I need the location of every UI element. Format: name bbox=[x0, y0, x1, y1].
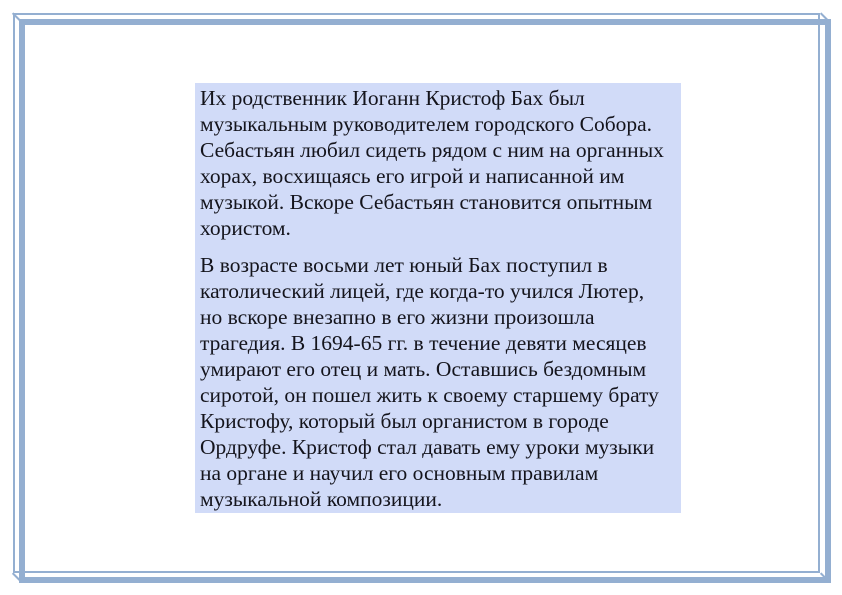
text-line: музыкой. Вскоре Себастьян становится опытным bbox=[200, 190, 653, 214]
text-line: музыкальной композиции. bbox=[200, 487, 443, 511]
text-line: на органе и научил его основным правилам bbox=[200, 461, 599, 485]
text-line: Их родственник Иоганн Кристоф Бах был bbox=[200, 86, 585, 110]
text-line: Себастьян любил сидеть рядом с ним на органных bbox=[200, 138, 664, 162]
text-line: трагедия. В 1694-65 гг. в течение девяти месяцев bbox=[200, 331, 647, 355]
text-line: В возрасте восьми лет юный Бах поступил в bbox=[200, 253, 608, 277]
text-line: но вскоре внезапно в его жизни произошла bbox=[200, 305, 595, 329]
text-line: католический лицей, где когда-то учился Лютер, bbox=[200, 279, 645, 303]
text-line: Кристофу, который был органистом в городе bbox=[200, 409, 609, 433]
text-line: хористом. bbox=[200, 216, 291, 240]
paragraph-1 bbox=[200, 85, 676, 241]
text-line: умирают его отец и мать. Оставшись бездомным bbox=[200, 357, 647, 381]
slide-text-block bbox=[195, 83, 681, 513]
paragraph-2 bbox=[200, 252, 676, 512]
text-line: сиротой, он пошел жить к своему старшему брату bbox=[200, 383, 659, 407]
text-line: хорах, восхищаясь его игрой и написанной им bbox=[200, 164, 625, 188]
text-line: музыкальным руководителем городского Собора. bbox=[200, 112, 653, 136]
text-line: Ордруфе. Кристоф стал давать ему уроки музыки bbox=[200, 435, 655, 459]
